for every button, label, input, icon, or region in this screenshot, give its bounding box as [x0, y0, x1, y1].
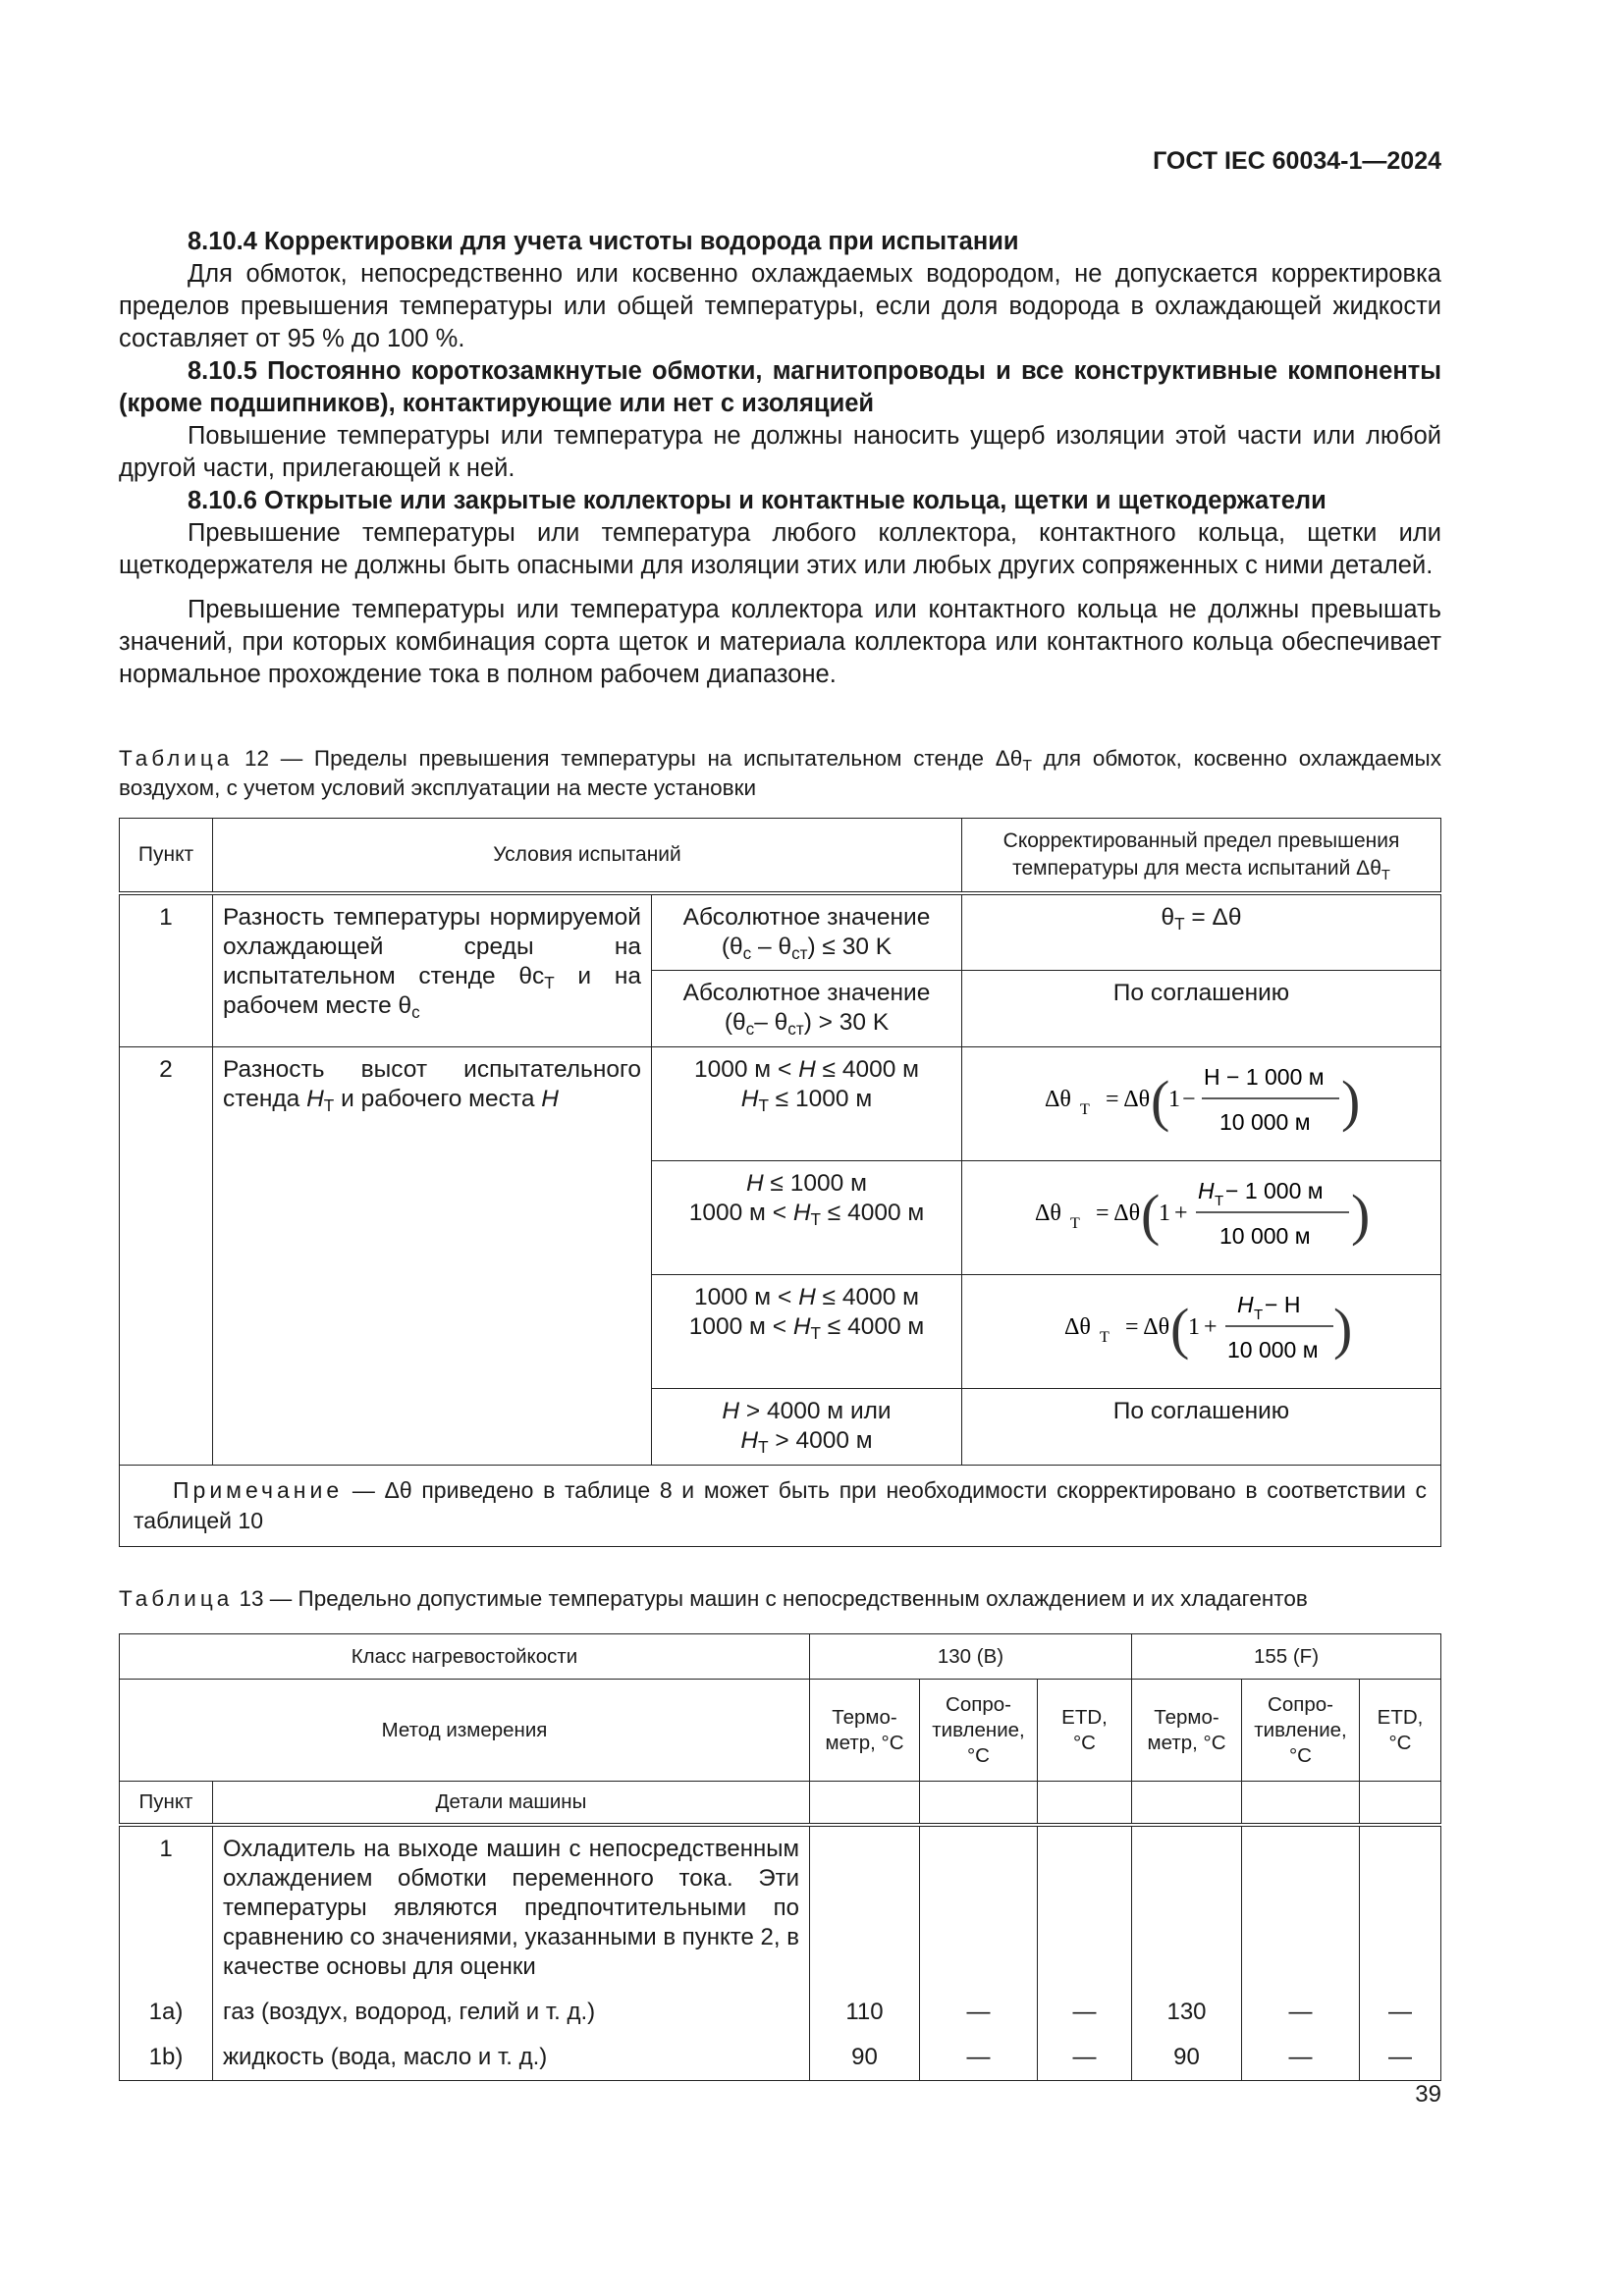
svg-text:): ) — [1332, 1297, 1352, 1361]
svg-text:= Δθ: = Δθ — [1095, 1201, 1140, 1226]
t13-row1a-v1: 110 — [810, 1990, 920, 2035]
t13-header-parts: Детали машины — [213, 1782, 810, 1826]
svg-text:10 000 м: 10 000 м — [1218, 1109, 1311, 1135]
section-8-10-6-heading: 8.10.6 Открытые или закрытые коллекторы и контактные кольца, щетки и щеткодержатели — [188, 487, 1326, 514]
t12-header-conditions: Условия испытаний — [213, 819, 962, 893]
t13-row1b-text: жидкость (вода, масло и т. д.) — [213, 2035, 810, 2081]
t13-row1-num: 1 — [120, 1825, 213, 1990]
t13-row1a-v3: — — [1038, 1990, 1132, 2035]
section-8-10-5-text: Повышение температуры или температура не должны наносить ущерб изоляции этой части или любой другой части, прилегающей к ней. — [119, 422, 1441, 482]
formula-1 — [1035, 1055, 1369, 1144]
svg-text:Т: Т — [1079, 1101, 1090, 1118]
t12-row2-num: 2 — [120, 1046, 213, 1465]
svg-text:Т: Т — [1253, 1307, 1263, 1323]
section-8-10-4-text: Для обмоток, непосредственно или косвенно охлаждаемых водородом, не допускается корректировка пределов превышения температуры или общей температуры, если доля водорода в охлаждающей жидкости составляет от 95 % до 100 %. — [119, 260, 1441, 352]
svg-text:Δθ: Δθ — [1044, 1087, 1071, 1112]
svg-text:Т: Т — [1069, 1215, 1080, 1232]
svg-text:Т: Т — [1099, 1329, 1110, 1346]
table13-label: Таблица — [119, 1586, 234, 1611]
svg-text:Δθ: Δθ — [1034, 1201, 1061, 1226]
svg-text:− 1 000 м: − 1 000 м — [1224, 1178, 1324, 1203]
svg-text:1: 1 — [1158, 1201, 1170, 1226]
t12-row2-formula1 — [962, 1046, 1441, 1160]
t12-row1-abs1: Абсолютное значение $(\theta_с - \theta_{ст}) \le 30$ K — [652, 893, 962, 971]
t12-row2-condition: Разность высот испытательного стенда $H_Т$ и рабочего места H — [213, 1046, 652, 1465]
t13-m2-f: Сопро-тивление, °C — [1242, 1680, 1360, 1782]
table-13 — [119, 1633, 1441, 2081]
t13-class-label: Класс нагревостойкости — [120, 1634, 810, 1680]
t12-row1-condition: Разность температуры нормируемой охлаждающей среды на испытательном стенде $\theta с_Т$ и на рабочем месте $\theta_с$ — [213, 893, 652, 1047]
svg-text:Т: Т — [1214, 1193, 1223, 1209]
section-8-10-4-heading: 8.10.4 Корректировки для учета чистоты водорода при испытании — [188, 228, 1019, 255]
t13-class-f: 155 (F) — [1132, 1634, 1441, 1680]
table12-caption: Таблица 12 — Пределы превышения температуры на испытательном стенде $\Delta\theta_Т$ для обмоток, косвенно охлаждаемых воздухом, с учетом условий эксплуатации на месте установки — [119, 746, 1441, 800]
t13-row1b-v3: — — [1038, 2035, 1132, 2081]
t13-row1a-v2: — — [920, 1990, 1038, 2035]
page-number: 39 — [1415, 2081, 1441, 2108]
t12-row2-cond2: H ≤ 1000 м 1000 $м < H_Т \le 4000$ м — [652, 1160, 962, 1274]
svg-text:(: ( — [1140, 1183, 1160, 1247]
t12-header-item: Пункт — [120, 819, 213, 893]
t12-row2-cond1: 1000 м < H ≤ 4000 м $H_Т \le 1000$ м — [652, 1046, 962, 1160]
svg-text:= Δθ: = Δθ — [1105, 1087, 1150, 1112]
svg-text:(: ( — [1169, 1297, 1189, 1361]
t13-m3-f: ETD, °C — [1360, 1680, 1441, 1782]
svg-text:H: H — [1236, 1292, 1254, 1317]
t12-row1-num: 1 — [120, 893, 213, 1047]
svg-text:Δθ: Δθ — [1063, 1314, 1091, 1340]
t12-row2-cond4: H > 4000 м или $H_Т > 4000$ м — [652, 1388, 962, 1465]
t12-header-limit: Скорректированный предел превышения температуры для места испытаний $\Delta\theta_Т$ — [962, 819, 1441, 893]
svg-text:10 000 м: 10 000 м — [1218, 1223, 1311, 1249]
svg-text:−: − — [1181, 1087, 1196, 1112]
t13-row1a-text: газ (воздух, водород, гелий и т. д.) — [213, 1990, 810, 2035]
t13-row1b-v6: — — [1360, 2035, 1441, 2081]
t13-row1-text: Охладитель на выходе машин с непосредственным охлаждением обмотки переменного тока. Эти температуры являются предпочтительными по сравнению со значениями, указанными в пункте 2, в качестве основы для оценки — [213, 1825, 810, 1990]
t12-row1-abs2: Абсолютное значение ($\theta_с-$ $\theta_{ст}) > 30$ K — [652, 970, 962, 1046]
svg-text:1: 1 — [1187, 1314, 1200, 1340]
svg-text:= Δθ: = Δθ — [1124, 1314, 1169, 1340]
t13-header-item: Пункт — [120, 1782, 213, 1826]
t13-row1a-v4: 130 — [1132, 1990, 1242, 2035]
table-12 — [119, 818, 1441, 1547]
svg-text:1: 1 — [1167, 1087, 1180, 1112]
t12-row2-formula2 — [962, 1160, 1441, 1274]
svg-text:− H: − H — [1264, 1292, 1300, 1317]
svg-text:H: H — [1197, 1178, 1215, 1203]
table13-caption: Таблица 13 — Предельно допустимые температуры машин с непосредственным охлаждением и их хладагентов — [119, 1586, 1308, 1611]
section-8-10-6-text: Превышение температуры или температура любого коллектора, контактного кольца, щетки или щеткодержателя не должны быть опасными для изоляции этих или любых других сопряженных с ними деталей. — [119, 519, 1441, 579]
t13-m2-b: Сопро-тивление, °C — [920, 1680, 1038, 1782]
t12-row2-cond3: 1000 м < H ≤ 4000 м 1000 $м < H_Т \le 4000$ м — [652, 1274, 962, 1388]
svg-text:10 000 м: 10 000 м — [1226, 1337, 1319, 1362]
t13-row1b-num: 1b) — [120, 2035, 213, 2081]
t13-row1a-v6: — — [1360, 1990, 1441, 2035]
t12-row1-limit1: $\theta_Т = \Delta\theta$ — [962, 893, 1441, 971]
svg-text:+: + — [1203, 1314, 1218, 1340]
t13-row1b-v5: — — [1242, 2035, 1360, 2081]
t13-m1-f: Термо-метр, °C — [1132, 1680, 1242, 1782]
body-text — [119, 226, 1441, 691]
document-id-header: ГОСТ IEC 60034-1—2024 — [1153, 147, 1441, 175]
table12-label: Таблица — [119, 746, 234, 771]
svg-text:): ) — [1340, 1069, 1360, 1133]
t13-m1-b: Термо-метр, °C — [810, 1680, 920, 1782]
t13-row1b-v4: 90 — [1132, 2035, 1242, 2081]
svg-text:(: ( — [1150, 1069, 1169, 1133]
formula-3 — [1055, 1283, 1352, 1371]
t13-row1b-v1: 90 — [810, 2035, 920, 2081]
t12-row1-limit2: По соглашению — [962, 970, 1441, 1046]
t12-row2-formula3 — [962, 1274, 1441, 1388]
section-8-10-6-text-2: Превышение температуры или температура коллектора или контактного кольца не должны превышать значений, при которых комбинация сорта щеток и материала коллектора или контактного кольца обеспечивает нормальное прохождение тока в полном рабочем диапазоне. — [119, 596, 1441, 688]
svg-text:+: + — [1173, 1201, 1188, 1226]
t13-row1a-v5: — — [1242, 1990, 1360, 2035]
t13-row1b-v2: — — [920, 2035, 1038, 2081]
t13-class-b: 130 (B) — [810, 1634, 1132, 1680]
t12-row2-limit4: По соглашению — [962, 1388, 1441, 1465]
t12-note: Примечание — Δθ приведено в таблице 8 и может быть при необходимости скорректировано в соответствии с таблицей 10 — [120, 1465, 1441, 1546]
svg-text:H − 1 000 м: H − 1 000 м — [1203, 1064, 1325, 1090]
t13-method-label: Метод измерения — [120, 1680, 810, 1782]
t13-row1a-num: 1a) — [120, 1990, 213, 2035]
svg-text:): ) — [1350, 1183, 1370, 1247]
t13-m3-b: ETD, °C — [1038, 1680, 1132, 1782]
section-8-10-5-heading: 8.10.5 Постоянно короткозамкнутые обмотки, магнитопроводы и все конструктивные компоненты (кроме подшипников), контактирующие или нет с изоляцией — [119, 357, 1441, 417]
formula-2 — [1025, 1169, 1379, 1257]
